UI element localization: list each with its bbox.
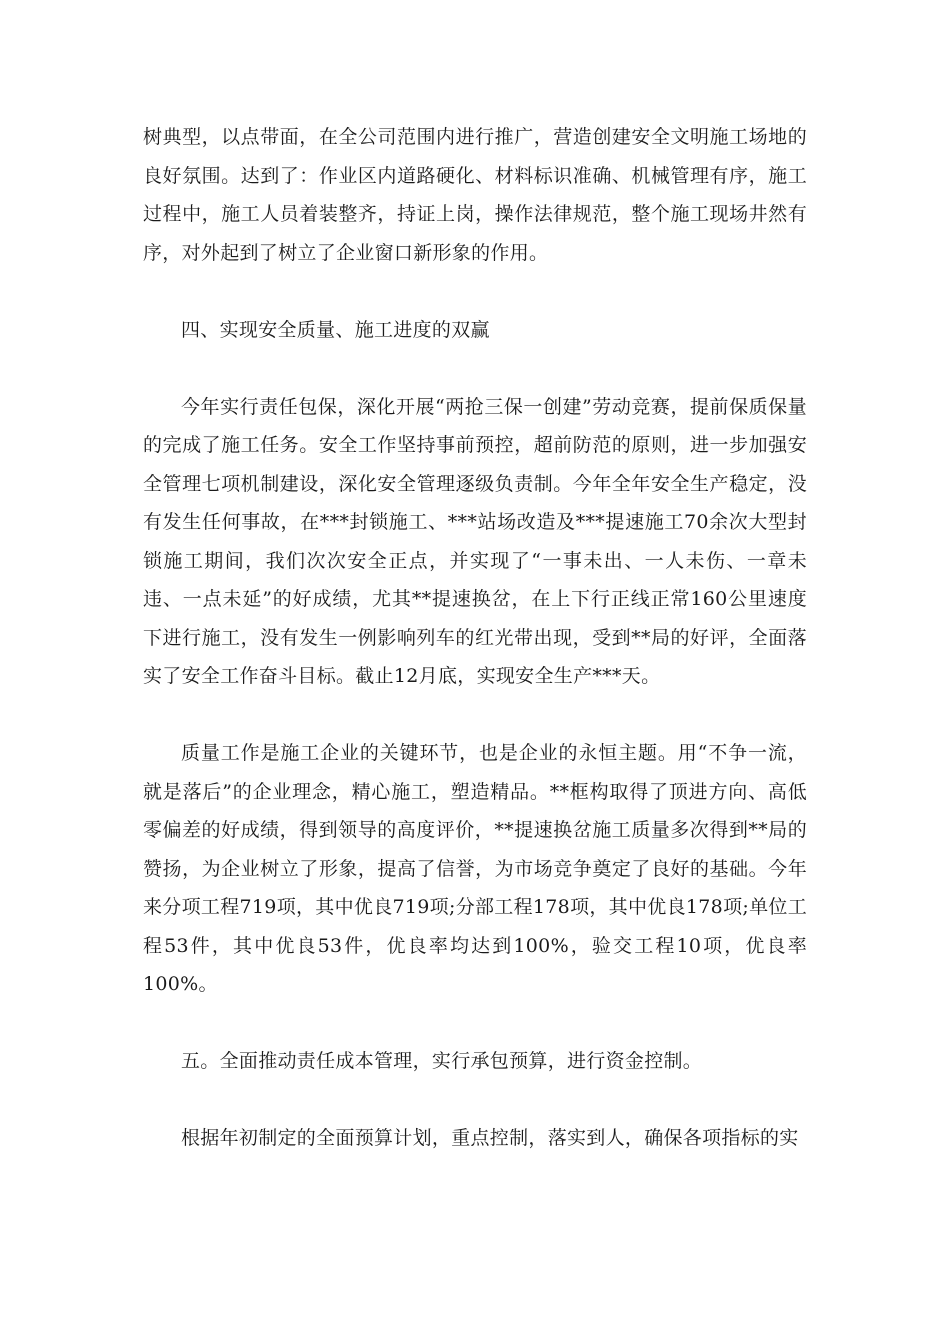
document-body <box>143 118 807 1196</box>
paragraph-quality-work: 质量工作是施工企业的关键环节，也是企业的永恒主题。用“不争一流，就是落后”的企业理念，精心施工，塑造精品。**框构取得了顶进方向、高低零偏差的好成绩，得到领导的高度评价，**提速换岔施工质量多次得到**局的赞扬，为企业树立了形象，提高了信誉，为市场竞争奠定了良好的基础。今年来分项工程719项，其中优良719项;分部工程178项，其中优良178项;单位工程53件，其中优良53件，优良率均达到100%，验交工程10项，优良率100%。 <box>143 742 807 995</box>
paragraph-budget-plan: 根据年初制定的全面预算计划，重点控制，落实到人，确保各项指标的实 <box>181 1127 799 1149</box>
section-heading-four: 四、实现安全质量、施工进度的双赢 <box>181 318 490 341</box>
section-heading-five: 五。全面推动责任成本管理，实行承包预算，进行资金控制。 <box>181 1050 703 1072</box>
paragraph-safety-site: 树典型，以点带面，在全公司范围内进行推广，营造创建安全文明施工场地的良好氛围。达到了：作业区内道路硬化、材料标识准确、机械管理有序，施工过程中，施工人员着装整齐，持证上岗，操作法律规范，整个施工现场井然有序，对外起到了树立了企业窗口新形象的作用。 <box>143 126 807 264</box>
paragraph-safety-progress: 今年实行责任包保，深化开展“两抢三保一创建”劳动竞赛，提前保质保量的完成了施工任务。安全工作坚持事前预控，超前防范的原则，进一步加强安全管理七项机制建设，深化安全管理逐级负责制。今年全年安全生产稳定，没有发生任何事故，在***封锁施工、***站场改造及***提速施工70余次大型封锁施工期间，我们次次安全正点，并实现了“一事未出、一人未伤、一章未违、一点未延”的好成绩，尤其**提速换岔，在上下行正线正常160公里速度下进行施工，没有发生一例影响列车的红光带出现，受到**局的好评，全面落实了安全工作奋斗目标。截止12月底，实现安全生产***天。 <box>143 395 807 687</box>
